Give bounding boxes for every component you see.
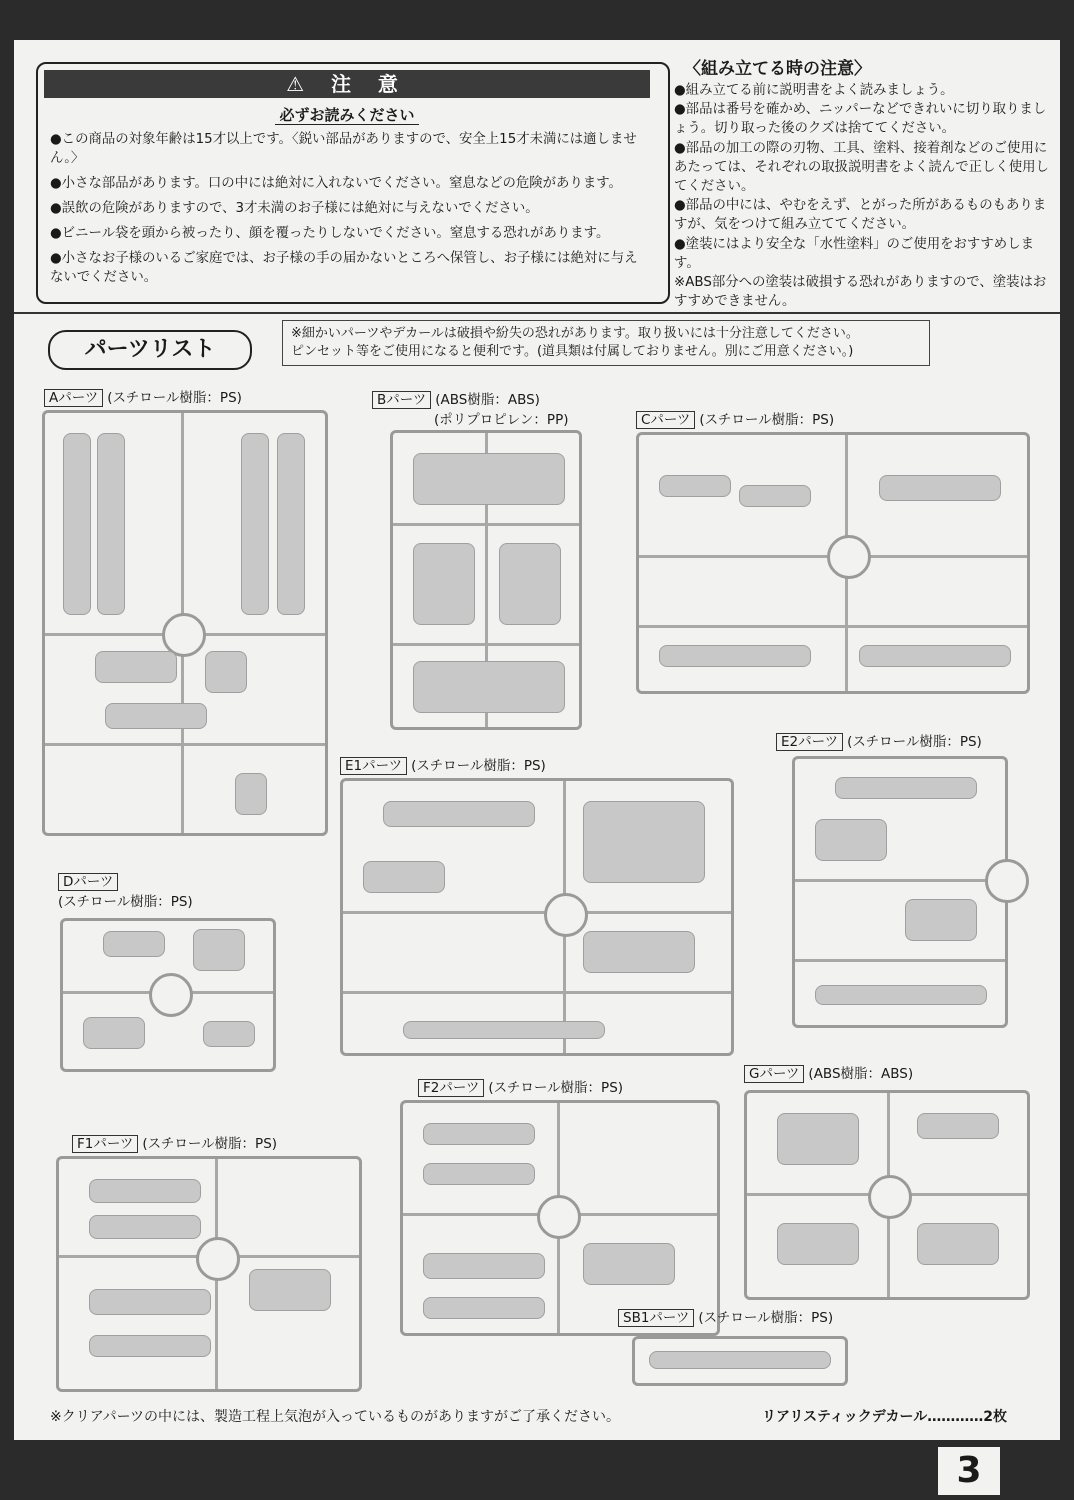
caution-item: ●誤飲の危険がありますので、3才未満のお子様には絶対に与えないでください。	[50, 201, 539, 216]
group-b-label: Bパーツ (ABS樹脂：ABS) (ポリプロピレン：PP)	[372, 388, 568, 428]
assembly-title: 〈組み立てる時の注意〉	[684, 59, 871, 79]
parts-list-title: パーツリスト	[48, 330, 252, 370]
note-line: ピンセット等をご使用になると便利です。(道具類は付属しておりません。別にご用意ください。)	[291, 344, 854, 359]
group-e2-label: E2パーツ (スチロール樹脂：PS)	[776, 730, 982, 750]
assembly-item: ●部品は番号を確かめ、ニッパーなどできれいに切り取りましょう。切り取った後のクズは捨ててください。	[674, 102, 1047, 137]
group-f2-label: F2パーツ (スチロール樹脂：PS)	[418, 1076, 623, 1096]
footer-note: ※クリアパーツの中には、製造工程上気泡が入っているものがありますがご了承ください。	[50, 1409, 621, 1425]
parts-list-note	[282, 320, 930, 366]
group-c-label: Cパーツ (スチロール樹脂：PS)	[636, 408, 834, 428]
assembly-list	[674, 81, 1054, 311]
assembly-notes	[674, 54, 1054, 311]
assembly-item: ●組み立てる前に説明書をよく読みましょう。	[674, 83, 954, 98]
section-divider	[14, 312, 1060, 314]
group-a-label: Aパーツ (スチロール樹脂：PS)	[44, 386, 242, 406]
runner-e2	[792, 756, 1008, 1028]
runner-f2	[400, 1100, 720, 1336]
decal-count: リアリスティックデカール…………2枚	[762, 1409, 1007, 1425]
group-g-label: Gパーツ (ABS樹脂：ABS)	[744, 1062, 913, 1082]
group-d-label: Dパーツ (スチロール樹脂：PS)	[58, 874, 193, 910]
runner-e1	[340, 778, 734, 1056]
runner-f1	[56, 1156, 362, 1392]
page-number: 3	[938, 1447, 1000, 1495]
caution-box	[36, 62, 670, 304]
runner-c	[636, 432, 1030, 694]
assembly-item: ●塗装にはより安全な「水性塗料」のご使用をおすすめします。	[674, 236, 1034, 271]
group-e1-label: E1パーツ (スチロール樹脂：PS)	[340, 754, 546, 774]
runner-a	[42, 410, 328, 836]
caution-item: ●小さな部品があります。口の中には絶対に入れないでください。窒息などの危険があります。	[50, 176, 622, 191]
assembly-item: ●部品の加工の際の刃物、工具、塗料、接着剤などのご使用にあたっては、それぞれの取扱説明書をよく読んで正しく使用してください。	[674, 140, 1049, 195]
caution-item: ●ビニール袋を頭から被ったり、顔を覆ったりしないでください。窒息する恐れがあります。	[50, 226, 610, 241]
assembly-item: ●部品の中には、やむをえず、とがった所があるものもありますが、気をつけて組み立ててください。	[674, 198, 1047, 233]
runner-g	[744, 1090, 1030, 1300]
runner-sb1	[632, 1336, 848, 1386]
runner-d	[60, 918, 276, 1072]
runner-b	[390, 430, 582, 730]
caution-item: ●この商品の対象年齢は15才以上です。〈鋭い部品がありますので、安全上15才未満には適しません。〉	[50, 132, 637, 166]
group-sb1-label: SB1パーツ (スチロール樹脂：PS)	[618, 1306, 833, 1326]
page-sheet	[14, 40, 1060, 1440]
assembly-item: ※ABS部分への塗装は破損する恐れがありますので、塗装はおすすめできません。	[674, 275, 1047, 310]
caution-list	[50, 130, 650, 293]
note-line: ※細かいパーツやデカールは破損や紛失の恐れがあります。取り扱いには十分注意してください。	[291, 326, 859, 341]
group-f1-label: F1パーツ (スチロール樹脂：PS)	[72, 1132, 277, 1152]
caution-title: ⚠ 注 意	[44, 70, 650, 98]
caution-subtitle: 必ずお読みください	[38, 104, 656, 125]
caution-item: ●小さなお子様のいるご家庭では、お子様の手の届かないところへ保管し、お子様には絶対に与えないでください。	[50, 251, 638, 285]
